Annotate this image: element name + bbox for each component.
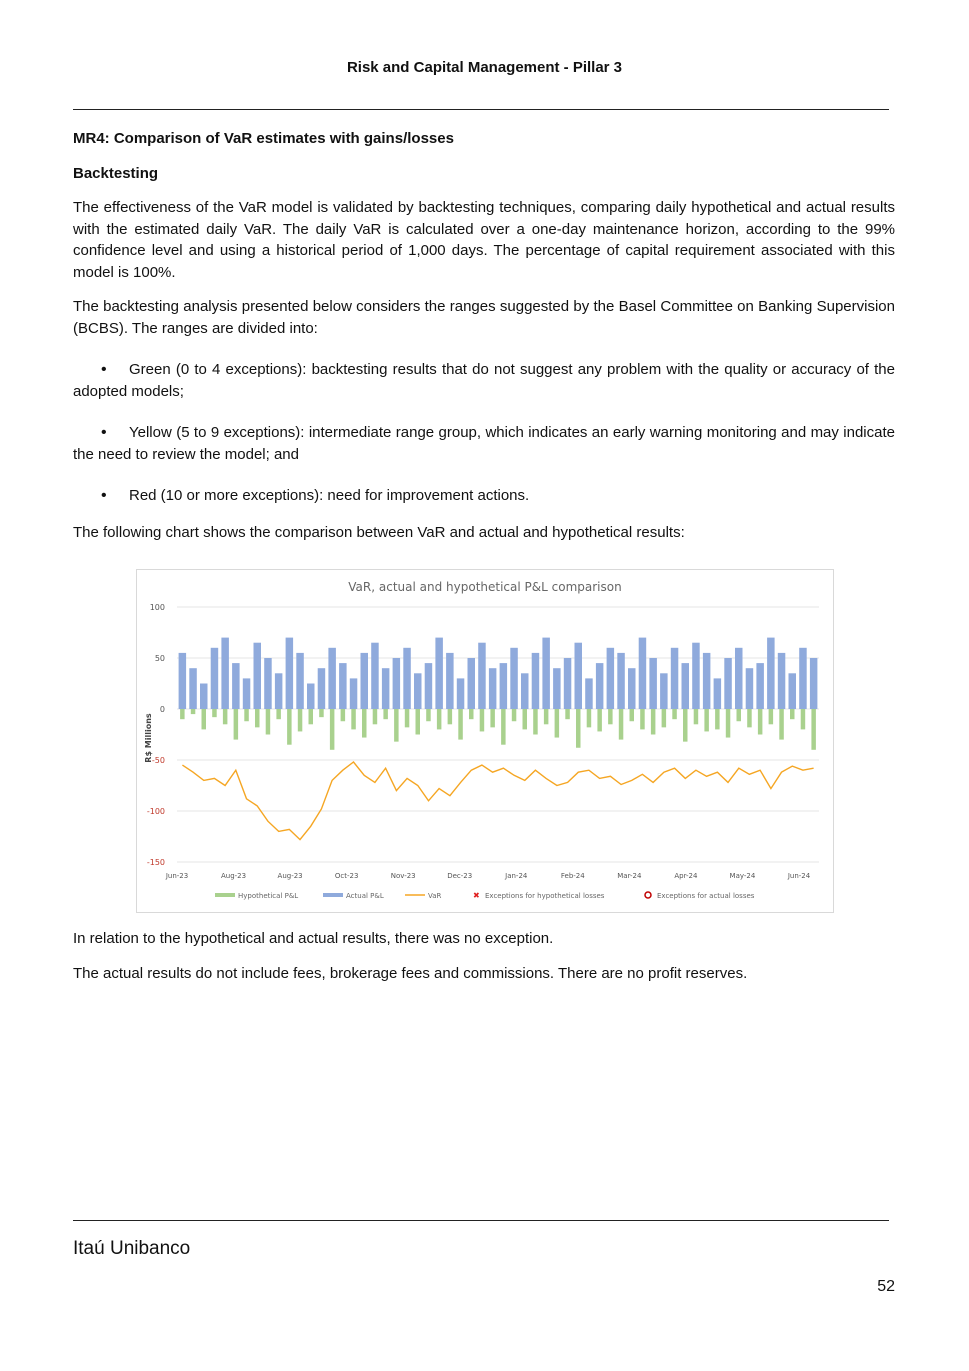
bullet-text: Green (0 to 4 exceptions): backtesting results that do not suggest any problem with the quality or accuracy of the adopted models;	[73, 361, 895, 400]
actual-pl-bar	[585, 678, 592, 709]
hypothetical-pl-bar	[737, 709, 741, 721]
actual-pl-bar	[382, 668, 389, 709]
actual-pl-bar	[789, 673, 796, 709]
hypothetical-pl-bar	[266, 709, 270, 735]
hypothetical-pl-bar	[715, 709, 719, 729]
x-tick-label: Apr-24	[674, 872, 698, 880]
paragraph-2: The backtesting analysis presented below considers the ranges suggested by the Basel Committee on Banking Supervision (BCBS). The ranges are divided into:	[73, 298, 895, 337]
hypothetical-pl-bar	[319, 709, 323, 717]
actual-pl-bar	[660, 673, 667, 709]
hypothetical-pl-bar	[394, 709, 398, 742]
x-tick-label: Jan-24	[505, 872, 528, 880]
legend-swatch	[323, 893, 343, 897]
section-subtitle: Backtesting	[73, 164, 159, 182]
y-tick-label: 0	[159, 705, 165, 714]
actual-pl-bar	[607, 648, 614, 709]
actual-pl-bar	[756, 663, 763, 709]
no-exception-note: In relation to the hypothetical and actual results, there was no exception.	[73, 930, 554, 947]
hypothetical-pl-bar	[416, 709, 420, 735]
x-tick-label: Jun-24	[787, 872, 811, 880]
hypothetical-pl-bar	[704, 709, 708, 731]
actual-pl-bar	[457, 678, 464, 709]
bullet-red	[73, 485, 895, 507]
hypothetical-pl-bar	[469, 709, 473, 719]
y-tick-label: 100	[149, 603, 165, 612]
legend-circle-icon	[645, 892, 651, 898]
hypothetical-pl-bar	[448, 709, 452, 724]
section-title: MR4: Comparison of VaR estimates with gains/losses	[73, 130, 454, 147]
x-tick-label: Nov-23	[390, 872, 416, 880]
x-tick-label: Oct-23	[334, 872, 359, 880]
footer-company: Itaú Unibanco	[73, 1238, 191, 1259]
actual-pl-bar	[221, 638, 228, 709]
chart-legend	[215, 891, 755, 900]
hypothetical-pl-bar	[576, 709, 580, 748]
chart-y-axis-label: R$ Millions	[144, 713, 153, 763]
actual-pl-bar	[489, 668, 496, 709]
bullet-text: Yellow (5 to 9 exceptions): intermediate range group, which indicates an early warning monitoring and may indicate the need to review the model; and	[73, 424, 895, 463]
hypothetical-pl-bar	[747, 709, 751, 727]
actual-pl-bar	[478, 643, 485, 709]
x-tick-label: Mar-24	[617, 872, 642, 880]
legend-label: Exceptions for actual losses	[657, 892, 755, 900]
hypothetical-pl-bar	[769, 709, 773, 724]
hypothetical-pl-bar	[587, 709, 591, 727]
legend-swatch	[215, 893, 235, 897]
hypothetical-pl-bar	[630, 709, 634, 721]
hypothetical-pl-bar	[490, 709, 494, 727]
actual-pl-bar	[682, 663, 689, 709]
actual-pl-bar	[532, 653, 539, 709]
footer-rule	[73, 1220, 889, 1221]
hypothetical-pl-bar	[255, 709, 259, 727]
bullet-dot-icon: •	[101, 361, 107, 378]
actual-pl-bar	[617, 653, 624, 709]
actual-pl-bar	[671, 648, 678, 709]
actual-pl-bar	[350, 678, 357, 709]
legend-label: VaR	[428, 892, 442, 900]
hypothetical-pl-bar	[309, 709, 313, 724]
actual-pl-bar	[361, 653, 368, 709]
actual-pl-bar	[339, 663, 346, 709]
actual-pl-bar	[639, 638, 646, 709]
hypothetical-pl-bar	[234, 709, 238, 740]
hypothetical-pl-bar	[351, 709, 355, 729]
hypothetical-pl-bar	[651, 709, 655, 735]
actual-pl-bar	[575, 643, 582, 709]
actual-pl-bar	[189, 668, 196, 709]
hypothetical-pl-bar	[405, 709, 409, 727]
actual-pl-bar	[703, 653, 710, 709]
var-line-layer	[182, 762, 813, 840]
legend-label: Actual P&L	[346, 892, 384, 900]
actual-pl-bar	[371, 643, 378, 709]
actual-pl-bar	[307, 684, 314, 710]
hypothetical-pl-bar	[180, 709, 184, 719]
x-tick-label: May-24	[729, 872, 756, 880]
hypothetical-pl-bar	[523, 709, 527, 729]
hypothetical-pl-bar	[565, 709, 569, 719]
x-tick-label: Dec-23	[447, 872, 473, 880]
hypothetical-pl-bar	[437, 709, 441, 729]
page-number: 52	[877, 1278, 895, 1295]
actual-pl-bar	[810, 658, 817, 709]
actual-pl-bar	[746, 668, 753, 709]
actual-pl-bar	[468, 658, 475, 709]
hypothetical-pl-bar	[212, 709, 216, 717]
legend-label: Hypothetical P&L	[238, 892, 299, 900]
actual-pl-bar	[393, 658, 400, 709]
hypothetical-pl-bar	[287, 709, 291, 745]
bullet-yellow	[73, 422, 895, 465]
hypothetical-pl-bar	[341, 709, 345, 721]
fees-note: The actual results do not include fees, brokerage fees and commissions. There are no profit reserves.	[73, 964, 748, 982]
hypothetical-pl-bar	[533, 709, 537, 735]
x-tick-label: Jun-23	[165, 872, 189, 880]
actual-pl-bar	[649, 658, 656, 709]
hypothetical-pl-bar	[512, 709, 516, 721]
hypothetical-pl-bar	[458, 709, 462, 740]
hypothetical-pl-bar	[608, 709, 612, 724]
chart-title: VaR, actual and hypothetical P&L comparison	[348, 580, 622, 594]
var-chart	[136, 569, 834, 913]
hypothetical-pl-bar	[672, 709, 676, 719]
hypothetical-pl-bar	[191, 709, 195, 714]
legend-x-icon: ✖	[473, 891, 480, 900]
actual-pl-bar	[286, 638, 293, 709]
bullet-text: Red (10 or more exceptions): need for improvement actions.	[129, 487, 530, 504]
actual-pl-bar	[414, 673, 421, 709]
var-line	[182, 762, 813, 840]
hypothetical-pl-bar	[298, 709, 302, 731]
hypothetical-pl-bar	[202, 709, 206, 729]
actual-pl-bar	[778, 653, 785, 709]
y-tick-label: -50	[151, 756, 165, 765]
hypothetical-pl-bar	[223, 709, 227, 724]
hypothetical-pl-bar	[383, 709, 387, 719]
hypothetical-pl-bar	[555, 709, 559, 738]
hypothetical-pl-bar	[758, 709, 762, 735]
hypothetical-pl-bar	[244, 709, 248, 721]
hypothetical-pl-bar	[662, 709, 666, 727]
header-rule	[73, 109, 889, 110]
actual-pl-bar	[500, 663, 507, 709]
actual-pl-bar	[510, 648, 517, 709]
bullet-green	[73, 359, 895, 402]
hypothetical-pl-bar	[362, 709, 366, 738]
actual-pl-bar	[714, 678, 721, 709]
after-chart-text	[73, 928, 895, 997]
hypothetical-pl-bar	[426, 709, 430, 721]
actual-pl-bar	[254, 643, 261, 709]
chart-canvas	[137, 570, 833, 912]
paragraph-1: The effectiveness of the VaR model is validated by backtesting techniques, comparing daily hypothetical and actual results with the estimated daily VaR. The daily VaR is calculated over a one-day maintenance horizon, according to the 99% confidence level and using a historical period of 1,000 days. The percentage of capital requirement associated with this model is 100%.	[73, 199, 895, 281]
hypothetical-pl-bar	[779, 709, 783, 740]
actual-pl-bars	[179, 638, 818, 709]
x-tick-label: Aug-23	[277, 872, 303, 880]
x-tick-label: Feb-24	[560, 872, 585, 880]
hypothetical-pl-bar	[501, 709, 505, 745]
actual-pl-bar	[318, 668, 325, 709]
actual-pl-bar	[799, 648, 806, 709]
hypothetical-pl-bar	[801, 709, 805, 729]
hypothetical-pl-bar	[480, 709, 484, 731]
actual-pl-bar	[446, 653, 453, 709]
actual-pl-bar	[264, 658, 271, 709]
hypothetical-pl-bar	[811, 709, 815, 750]
y-tick-label: 50	[154, 654, 165, 663]
hypothetical-pl-bar	[276, 709, 280, 719]
actual-pl-bar	[435, 638, 442, 709]
actual-pl-bar	[564, 658, 571, 709]
chart-intro: The following chart shows the comparison between VaR and actual and hypothetical results:	[73, 523, 685, 541]
x-tick-labels	[165, 872, 811, 880]
actual-pl-bar	[328, 648, 335, 709]
x-tick-label: Aug-23	[220, 872, 247, 880]
actual-pl-bar	[403, 648, 410, 709]
actual-pl-bar	[724, 658, 731, 709]
hypothetical-pl-bars	[180, 709, 816, 750]
actual-pl-bar	[767, 638, 774, 709]
actual-pl-bar	[425, 663, 432, 709]
bullet-dot-icon: •	[101, 487, 107, 504]
hypothetical-pl-bar	[726, 709, 730, 738]
actual-pl-bar	[553, 668, 560, 709]
actual-pl-bar	[692, 643, 699, 709]
y-tick-label: -150	[146, 858, 165, 867]
y-tick-label: -100	[146, 807, 165, 816]
actual-pl-bar	[521, 673, 528, 709]
chart-gridlines	[177, 607, 819, 862]
actual-pl-bar	[296, 653, 303, 709]
legend-label: Exceptions for hypothetical losses	[485, 892, 605, 900]
actual-pl-bar	[628, 668, 635, 709]
actual-pl-bar	[179, 653, 186, 709]
hypothetical-pl-bar	[683, 709, 687, 742]
hypothetical-pl-bar	[597, 709, 601, 731]
actual-pl-bar	[232, 663, 239, 709]
hypothetical-pl-bar	[640, 709, 644, 729]
hypothetical-pl-bar	[619, 709, 623, 740]
hypothetical-pl-bar	[694, 709, 698, 724]
hypothetical-pl-bar	[544, 709, 548, 724]
bullet-dot-icon: •	[101, 424, 107, 441]
actual-pl-bar	[596, 663, 603, 709]
main-content	[73, 128, 895, 556]
hypothetical-pl-bar	[373, 709, 377, 724]
actual-pl-bar	[735, 648, 742, 709]
actual-pl-bar	[243, 678, 250, 709]
hypothetical-pl-bar	[330, 709, 334, 750]
page-header-title: Risk and Capital Management - Pillar 3	[346, 59, 623, 76]
actual-pl-bar	[275, 673, 282, 709]
actual-pl-bar	[211, 648, 218, 709]
actual-pl-bar	[200, 684, 207, 710]
hypothetical-pl-bar	[790, 709, 794, 719]
actual-pl-bar	[542, 638, 549, 709]
